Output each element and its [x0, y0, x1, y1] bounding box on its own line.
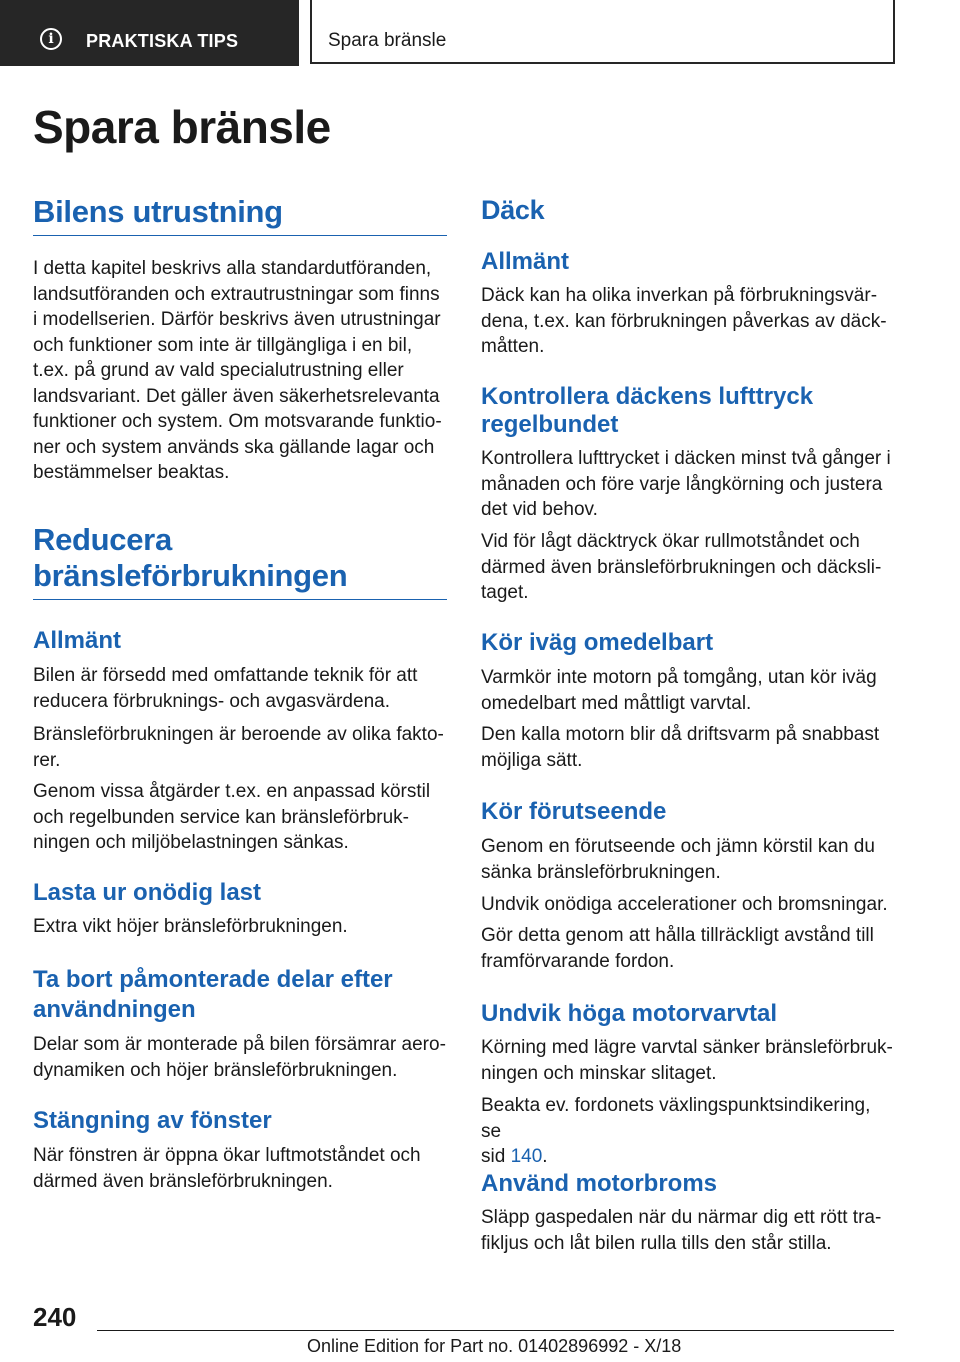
- subsection-title-ta-bort-line1: Ta bort påmonterade delar efter: [33, 966, 393, 993]
- section-title-reducera-line1: Reducera: [33, 522, 172, 557]
- paragraph: Gör detta genom att hålla tillräckligt avstånd till framförvarande fordon.: [481, 925, 874, 972]
- subsection-title-kor-ivag: Kör iväg omedelbart: [481, 629, 714, 656]
- paragraph: Bilen är försedd med omfattande teknik för att reducera förbruknings- och avgasvärdena.: [33, 665, 418, 712]
- subsection-title-ta-bort-line2: användningen: [33, 996, 196, 1023]
- chapter-tab-label: PRAKTISKA TIPS: [86, 31, 239, 51]
- chapter-header: [310, 0, 895, 64]
- paragraph: Vid för lågt däcktryck ökar rullmotståndet och därmed även bränsleförbrukningen och däcksli- taget.: [481, 531, 882, 603]
- page-number: 240: [33, 1302, 77, 1332]
- paragraph: När fönstren är öppna ökar luftmotståndet och därmed även bränsleförbrukningen.: [33, 1145, 421, 1192]
- subsection-title-lasta-ur: Lasta ur onödig last: [33, 879, 262, 906]
- paragraph: Varmkör inte motorn på tomgång, utan kör iväg omedelbart med måttligt varvtal.: [481, 667, 877, 714]
- paragraph: Körning med lägre varvtal sänker bränsleförbruk- ningen och minskar slitaget.: [481, 1037, 893, 1084]
- subsection-title-motorbroms: Använd motorbroms: [481, 1170, 718, 1197]
- info-icon: i: [40, 28, 62, 50]
- paragraph: Undvik onödiga accelerationer och bromsningar.: [481, 894, 888, 915]
- paragraph-text: Beakta ev. fordonets växlingspunktsindikering, se sid: [481, 1095, 871, 1167]
- paragraph: Den kalla motorn blir då driftsvarm på snabbast möjliga sätt.: [481, 724, 880, 771]
- chapter-tab: [0, 0, 299, 66]
- paragraph-with-link: [481, 1093, 895, 1170]
- subsection-title-fonster: Stängning av fönster: [33, 1107, 272, 1134]
- footer-rule: [97, 1330, 894, 1331]
- page-reference-link[interactable]: 140: [510, 1146, 543, 1167]
- section-title-dack: Däck: [481, 195, 545, 225]
- page-title: Spara bränsle: [33, 101, 331, 153]
- footer-edition: Online Edition for Part no. 01402896992 - X/18: [307, 1336, 682, 1356]
- chapter-title: Spara bränsle: [328, 30, 447, 51]
- paragraph: Extra vikt höjer bränsleförbrukningen.: [33, 916, 348, 937]
- paragraph: Däck kan ha olika inverkan på förbrukningsvär- dena, t.ex. kan förbrukningen påverkas av däck- måtten.: [481, 285, 887, 357]
- paragraph-end: .: [542, 1146, 548, 1167]
- subsection-title-allmant: Allmänt: [33, 627, 122, 654]
- paragraph: Genom vissa åtgärder t.ex. en anpassad körstil och regelbunden service kan bränsleförbruk- ningen och miljöbelastningen sänkas.: [33, 781, 431, 853]
- subsection-title-lufttryck-line1: Kontrollera däckens lufttryck: [481, 383, 814, 410]
- subsection-title-lufttryck-line2: regelbundet: [481, 411, 619, 438]
- subsection-title-motorvarvtal: Undvik höga motorvarvtal: [481, 1000, 778, 1027]
- section-title-reducera-line2: bränsleförbrukningen: [33, 558, 348, 593]
- paragraph: Bränsleförbrukningen är beroende av olika fakto- rer.: [33, 724, 444, 771]
- paragraph: Kontrollera lufttrycket i däcken minst två gånger i månaden och före varje långkörning och justera det vid behov.: [481, 448, 891, 520]
- section-rule: [33, 599, 447, 600]
- subsection-title-kor-forutseende: Kör förutseende: [481, 798, 667, 825]
- subsection-title-allmant: Allmänt: [481, 248, 570, 275]
- paragraph: Delar som är monterade på bilen försämrar aero- dynamiken och höjer bränsleförbrukningen.: [33, 1034, 446, 1081]
- section-title-bilens-utrustning: Bilens utrustning: [33, 194, 283, 229]
- paragraph: Släpp gaspedalen när du närmar dig ett rött tra- fikljus och låt bilen rulla tills den står stilla.: [481, 1207, 882, 1254]
- paragraph: Genom en förutseende och jämn körstil kan du sänka bränsleförbrukningen.: [481, 836, 875, 883]
- paragraph: I detta kapitel beskrivs alla standardutföranden, landsutföranden och extrautrustningar som finns i modellserien. Därför beskrivs även utrustningar och funktioner som inte är tillgängliga i en bil, t.ex. på grund av vald specialutrustning eller landsvariant. Det gäller även säkerhetsrelevanta funktioner och system. Om motsvarande funktio- ner och system används ska gällande lagar och bestämmelser beaktas.: [33, 258, 442, 483]
- section-rule: [33, 235, 447, 236]
